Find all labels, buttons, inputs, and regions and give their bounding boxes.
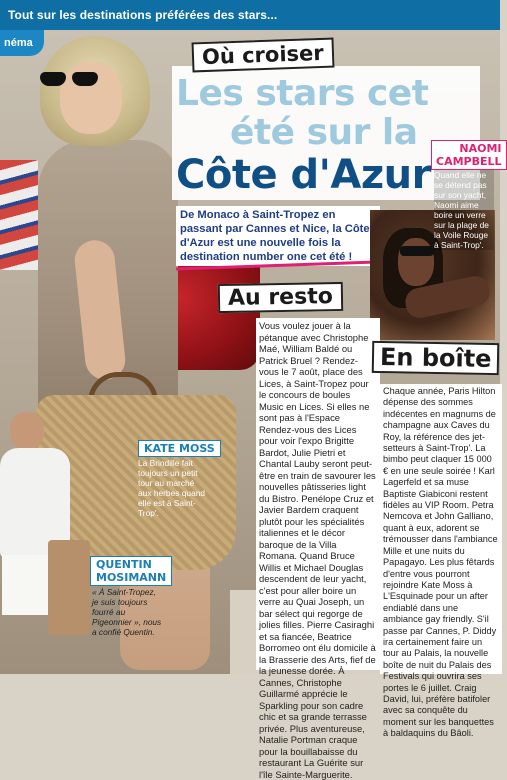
intro-paragraph: De Monaco à Saint-Tropez en passant par Cannes et Nice, la Côte d'Azur est une nouvelle fois la destination number one cet été ! xyxy=(176,206,380,266)
flag-graphic xyxy=(0,160,38,270)
quentin-caption: « À Saint-Tropez, je suis toujours fourré au Pigeonnier », nous a confié Quentin. xyxy=(92,587,162,637)
quentin-label-line2: MOSIMANN xyxy=(96,571,167,584)
resto-body: Vous voulez jouer à la pétanque avec Christophe Maé, William Baldé ou Patrick Bruel ? Rendez-vous le 7 août, place des Lices, à Saint-Tropez pour le concours de boules Music en Lices. Si elles ne sont pas à l'Espace Rendez-vous des Lices pour voir l'expo Brigitte Bardot, Julie Pietri et Chantal Lauby seront peut-être en train de savourer les nouvelles pâtisseries light du Bistro. Penélope Cruz et Javier Bardem craquent plutôt pour les spécialités italiennes et le décor baroque de la Villa Romana. Quand Bruce Willis et Michael Douglas descendent de leur yacht, c'est pour aller boire un verre au Quai Joseph, un bar sélect qui regorge de jolies filles. Pierre Casiraghi et sa fiancée, Beatrice Borromeo ont élu domicile à la Brasserie des Arts, fief de la jeunesse dorée. À Cannes, Christophe Guillarmé apprécie le Sparkling pour son cadre chic et sa grande terrasse privée. Plus aventureuse, Natalie Portman craque pour la bouillabaisse du restaurant La Guérite sur l'île Sainte-Marguerite. xyxy=(256,318,380,670)
sunglasses-icon xyxy=(40,72,102,88)
sunglasses-icon xyxy=(400,246,434,256)
quentin-photo xyxy=(0,400,90,674)
naomi-caption: Quand elle ne se détend pas sur son yacht, Naomi aime boire un verre sur la plage de la Voile Rouge à Saint-Trop'. xyxy=(434,170,494,250)
resto-heading: Au resto xyxy=(218,282,343,313)
naomi-name-label xyxy=(431,140,507,170)
top-banner xyxy=(0,0,500,30)
naomi-label-line1: NAOMI xyxy=(459,142,502,155)
quentin-label-line1: QUENTIN xyxy=(96,558,152,571)
quentin-name-label xyxy=(90,556,172,586)
kate-name-label: KATE MOSS xyxy=(138,440,221,457)
title-line-2: été sur la xyxy=(230,112,418,153)
title-line-1: Les stars cet xyxy=(176,73,429,114)
magazine-logo: néma xyxy=(0,30,44,56)
naomi-label-line2: CAMPBELL xyxy=(436,155,502,168)
quentin-head xyxy=(10,412,44,450)
boite-heading: En boîte xyxy=(372,341,500,375)
boite-body: Chaque année, Paris Hilton dépense des sommes indécentes en magnums de champagne aux Caves du Roy, la référence des jet-setteurs à Saint-Trop'. La bimbo peut claquer 15 000 € en une seule soirée ! Karl Lagerfeld et sa muse Baptiste Giabiconi restent fidèles au VIP Room. Petra Nemcova et John Galliano, quant à eux, adorent se trémousser dans l'ambiance Mille et une nuits du Papagayo. Les plus fêtards d'entre vous pourront rejoindre Kate Moss à L'Esquinade pour un after endiablé dans une ambiance gay friendly. S'il passe par Cannes, P. Diddy ira certainement faire un tour au Palais, la nouvelle boîte de nuit du Palais des Festivals qui ouvrira ses portes le 6 juillet. Craig David, lui, préfère batifoler avec sa conquête du moment sur les banquettes à baldaquins du Bâoli. xyxy=(380,384,502,674)
kate-caption: La Brindille fait toujours un petit tour au marché aux herbes quand elle est à Saint-Trop'. xyxy=(138,458,206,518)
title-line-3: Côte d'Azur xyxy=(176,152,431,198)
banner-text: Tout sur les destinations préférées des stars... xyxy=(8,8,278,22)
kicker-label: Où croiser xyxy=(192,38,335,73)
shopping-bag xyxy=(48,540,90,635)
